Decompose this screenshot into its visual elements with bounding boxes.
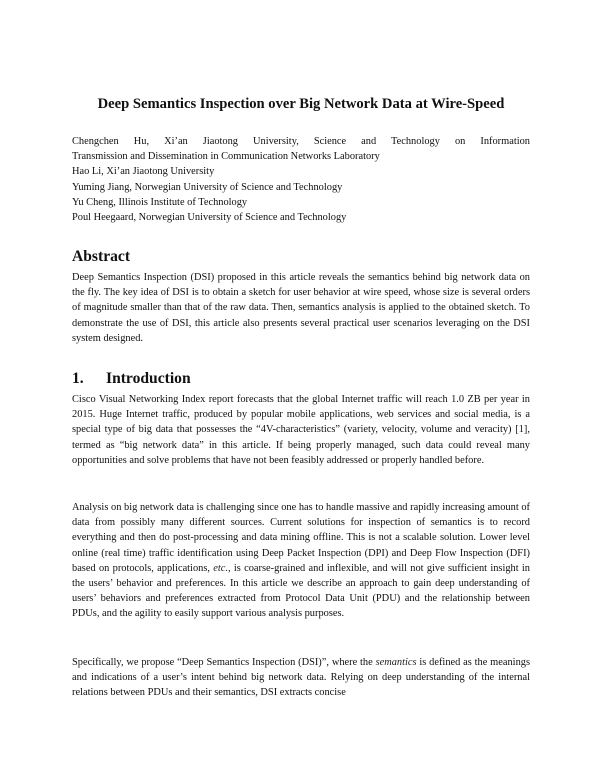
author-line: Yu Cheng, Illinois Institute of Technology	[72, 196, 248, 208]
author-line: Poul Heegaard, Norwegian University of Science and Technology	[72, 212, 347, 224]
paper-title: Deep Semantics Inspection over Big Network Data at Wire-Speed	[97, 96, 505, 112]
author-list	[72, 134, 530, 225]
intro-paragraph-3	[72, 655, 530, 701]
paragraph-text: is defined as the meanings and indications of a user’s intent behind big network data. Relying on deep understanding of the internal relations between PDUs and their semantics, DSI extracts concise	[72, 657, 531, 699]
author-line: Chengchen Hu, Xi’an Jiaotong University, Science and Technology on Information	[72, 136, 530, 147]
introduction-heading	[72, 370, 191, 388]
intro-paragraph-2	[72, 500, 530, 622]
paragraph-text: Analysis on big network data is challenging since one has to handle massive and rapidly increasing amount of data from possibly many different sources. Current solutions for inspection of semantics is to record everything and then do post-processing and data mining offline. This is not a scalable solution. Lower level online (real time) traffic identification using Deep Packet Inspection (DPI) and Deep Flow Inspection (DFI) based on protocols, applications,	[72, 502, 530, 574]
semantics-emphasis: semantics	[375, 657, 417, 668]
author-line: Yuming Jiang, Norwegian University of Science and Technology	[72, 181, 343, 193]
author-line: Hao Li, Xi’an Jiaotong University	[72, 166, 215, 178]
section-title: Introduction	[106, 370, 191, 387]
paragraph-text: , is coarse-grained and inflexible, and will not give sufficient insight in the users’ behavior and preferences. In this article we describe an approach to gain deep understanding of users’ behaviors and preferences extracted from Protocol Data Unit (PDU) and the relationship between PDUs, and the agility to easily support various analysis purposes.	[72, 562, 531, 620]
section-number: 1.	[72, 370, 84, 387]
author-line: Transmission and Dissemination in Communication Networks Laboratory	[72, 151, 380, 163]
abstract-heading: Abstract	[72, 248, 131, 265]
abstract-text: Deep Semantics Inspection (DSI) proposed in this article reveals the semantics behind big network data on the fly. The key idea of DSI is to obtain a sketch for user behavior at wire speed, whose size is several orders of magnitude smaller than that of the raw data. Then, semantics analysis is applied to the obtained sketch. To demonstrate the use of DSI, this article also presents several practical user scenarios leveraging on the DSI system designed.	[72, 272, 530, 344]
paragraph-text: Specifically, we propose “Deep Semantics Inspection (DSI)”, where the	[72, 657, 376, 668]
etc-emphasis: etc.	[213, 562, 228, 574]
intro-paragraph-1: Cisco Visual Networking Index report forecasts that the global Internet traffic will reach 1.0 ZB per year in 2015. Huge Internet traffic, produced by popular mobile applications, web services and social media, is a special type of big data that possesses the “4V-characteristics” (variety, velocity, volume and veracity) [1], termed as “big network data” in this article. If being properly managed, such data could reveal many opportunities and solve problems that have not been feasibly addressed or properly handled before.	[72, 394, 530, 466]
